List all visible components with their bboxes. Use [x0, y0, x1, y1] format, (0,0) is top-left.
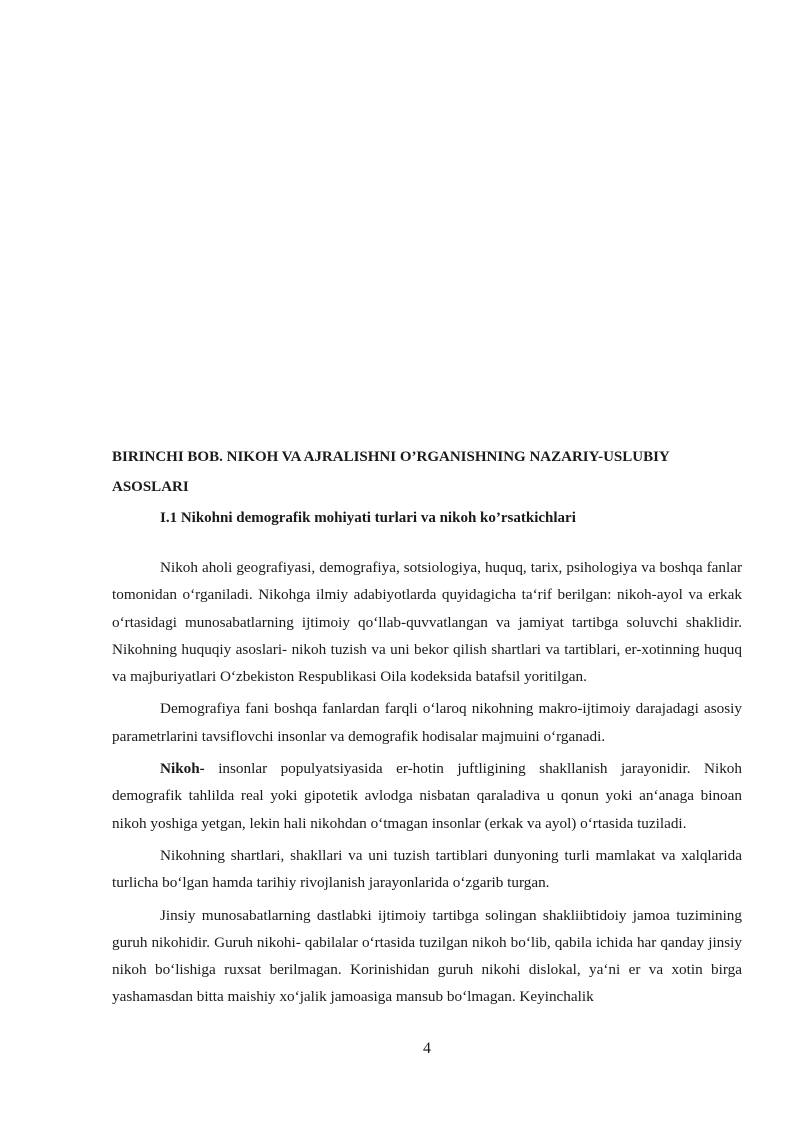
term-nikoh: Nikoh-	[160, 760, 205, 778]
paragraph-1: Nikoh aholi geografiyasi, demografiya, sotsiologiya, huquq, tarix, psihologiya va boshqa fanlar tomonidan o‘rganiladi. Nikohga ilmiy adabiyotlarda quyidagicha ta‘rif berilgan: nikoh-ayol va erkak o‘rtasidagi munosabatlarning ijtimoiy qo‘llab-quvvatlangan va jamiyat tartibga soluvchi shaklidir. Nikohning huquqiy asoslari- nikoh tuzish va uni bekor qilish shartlari va tartiblari, er-xotinning huquq va majburiyatlari O‘zbekiston Respublikasi Oila kodeksida batafsil yoritilgan.	[112, 559, 742, 686]
page-content	[112, 442, 742, 1014]
body-text	[112, 554, 742, 1011]
paragraph-3-text: insonlar populyatsiyasida er-hotin juftligining shakllanish jarayonidir. Nikoh demografik tahlilda real yoki gipotetik avlodga nisbatan qaraladiva u qonun yoki an‘anaga binoan nikoh yoshiga yetgan, lekin hali nikohdan o‘tmagan insonlar (erkak va ayol) o‘rtasida tuziladi.	[112, 760, 742, 832]
section-title: I.1 Nikohni demografik mohiyati turlari va nikoh ko’rsatkichlari	[160, 510, 576, 526]
paragraph-2: Demografiya fani boshqa fanlardan farqli o‘laroq nikohning makro-ijtimoiy darajadagi asosiy parametrlarini tavsiflovchi insonlar va demografik hodisalar majmuini o‘rganadi.	[112, 700, 742, 745]
page-number: 4	[423, 1040, 431, 1057]
paragraph-3	[112, 755, 742, 837]
paragraph-4: Nikohning shartlari, shakllari va uni tuzish tartiblari dunyoning turli mamlakat va xalqlarida turlicha bo‘lgan hamda tarihiy rivojlanish jarayonlarida o‘zgarib turgan.	[112, 846, 742, 892]
chapter-title: BIRINCHI BOB. NIKOH VA AJRALISHNI O’RGANISHNING NAZARIY-USLUBIY ASOSLARI	[112, 449, 670, 495]
paragraph-5: Jinsiy munosabatlarning dastlabki ijtimoiy tartibga solingan shakliibtidoiy jamoa tuzimining guruh nikohidir. Guruh nikohi- qabilalar o‘rtasida tuzilgan nikoh bo‘lib, qabila ichida har qanday jinsiy nikoh bo‘lishiga ruxsat berilmagan. Korinishidan guruh nikohi dislokal, ya‘ni er va xotin birga yashamasdan bitta maishiy xo‘jalik jamoasiga mansub bo‘lmagan. Keyinchalik	[112, 906, 742, 1006]
